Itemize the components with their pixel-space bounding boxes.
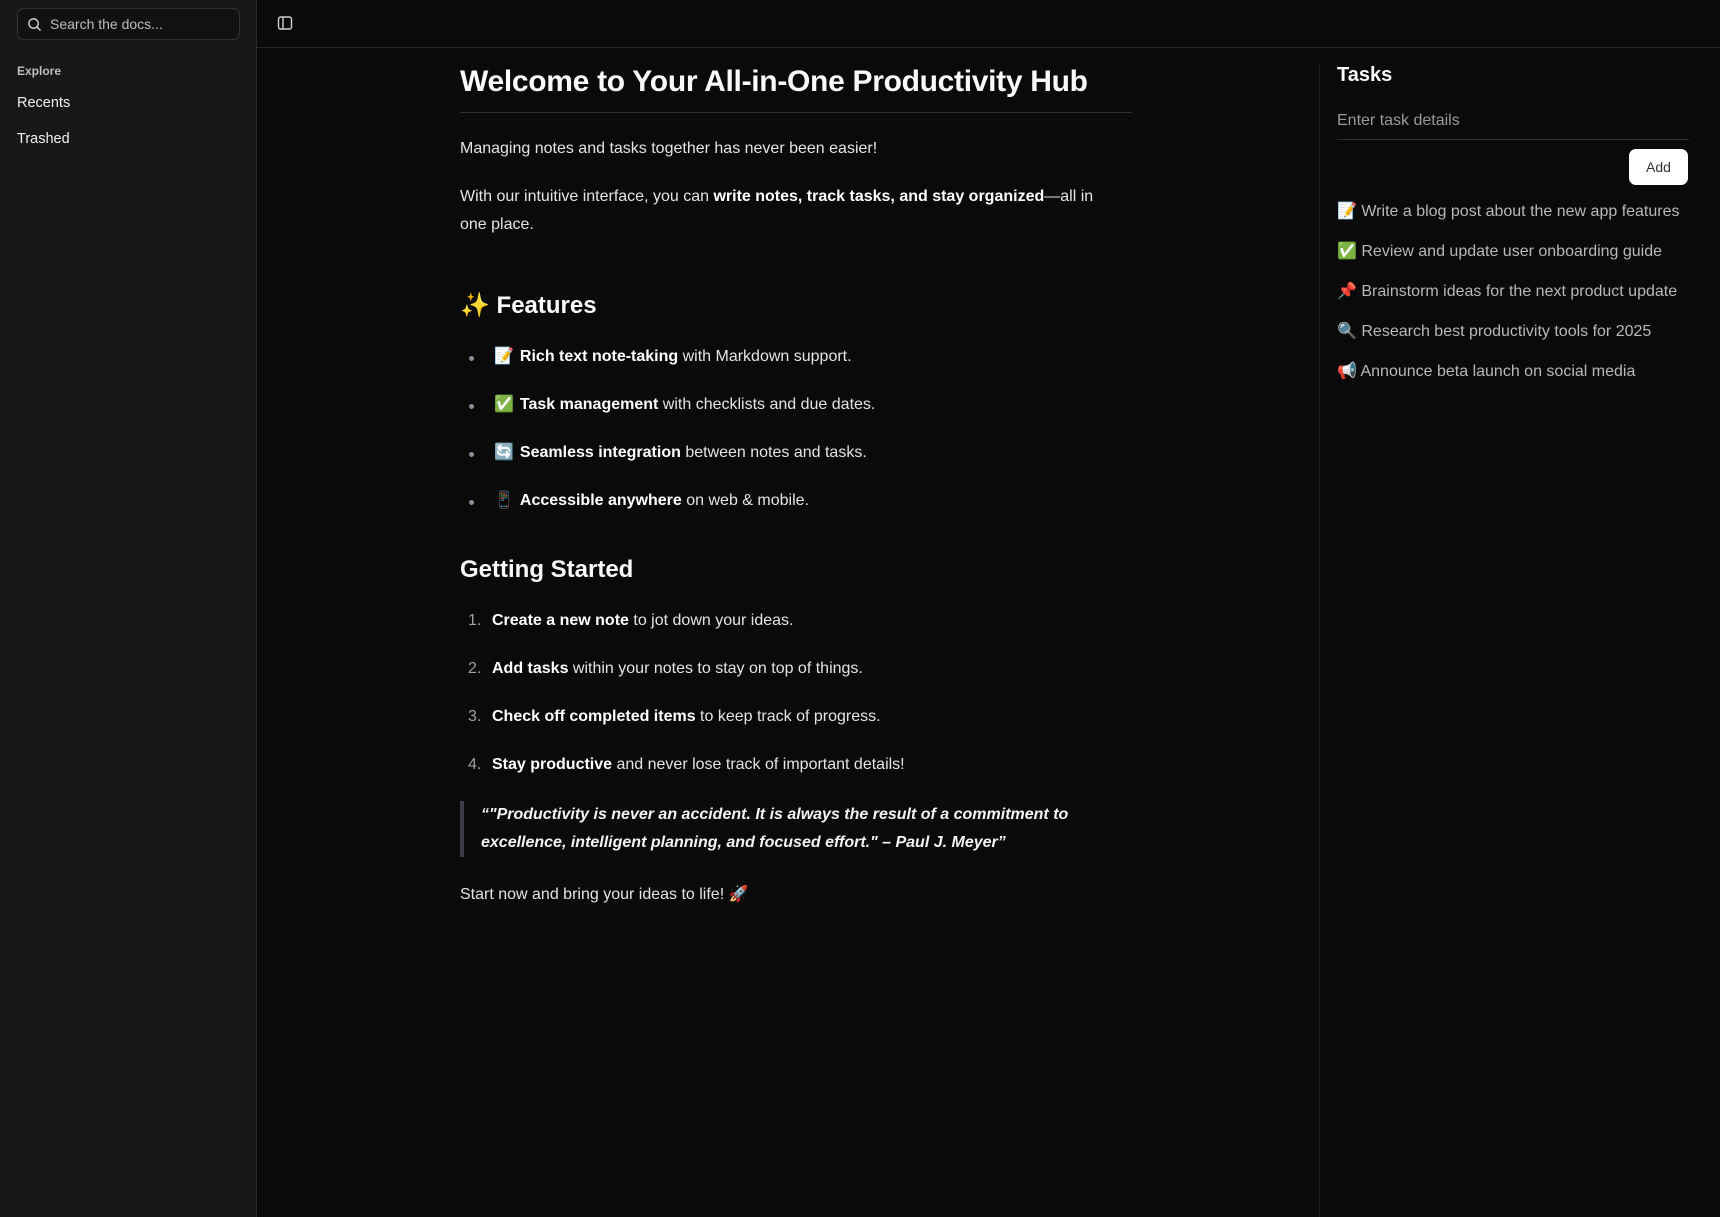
tasks-title: Tasks (1337, 64, 1393, 86)
search-box[interactable] (17, 8, 240, 40)
features-heading: ✨ Features (460, 292, 597, 319)
sidebar (0, 0, 257, 1217)
description-bold: write notes, track tasks, and stay organized (713, 188, 1045, 205)
step-title: Stay productive (492, 756, 613, 773)
list-item (460, 657, 1132, 681)
step-number: 1. (468, 612, 482, 629)
step-number: 3. (468, 708, 482, 725)
step-description: to jot down your ideas. (628, 612, 794, 629)
feature-description: with Markdown support. (678, 348, 852, 365)
check-mark-icon: ✅ (494, 396, 514, 413)
task-item[interactable]: 📝 Write a blog post about the new app features (1337, 203, 1680, 220)
memo-icon: 📝 (494, 348, 514, 365)
add-task-button[interactable]: Add (1629, 149, 1688, 185)
quote-block: “"Productivity is never an accident. It is always the result of a commitment to excellence, intelligent planning, and focused effort." – Paul J. Meyer” (460, 801, 1080, 857)
explore-section-label: Explore (17, 64, 62, 78)
closing-paragraph: Start now and bring your ideas to life! 🚀 (460, 886, 749, 903)
description-text-end: —all in one place. (460, 188, 1094, 233)
sync-icon: 🔄 (494, 444, 514, 461)
features-list (460, 345, 1132, 513)
description-paragraph (460, 183, 1110, 239)
step-number: 2. (468, 660, 482, 677)
document-editor[interactable] (460, 60, 1132, 909)
step-number: 4. (468, 756, 482, 773)
feature-title: Rich text note-taking (519, 348, 679, 365)
task-item[interactable]: 📢 Announce beta launch on social media (1337, 363, 1636, 380)
intro-paragraph: Managing notes and tasks together has never been easier! (460, 140, 878, 157)
feature-description: on web & mobile. (681, 492, 809, 509)
feature-title: Task management (519, 396, 659, 413)
steps-list (460, 609, 1132, 777)
task-item[interactable]: 🔍 Research best productivity tools for 2025 (1337, 323, 1652, 340)
step-description: to keep track of progress. (695, 708, 881, 725)
list-item (460, 345, 1132, 369)
feature-title: Accessible anywhere (519, 492, 682, 509)
list-item (460, 393, 1132, 417)
feature-description: between notes and tasks. (680, 444, 867, 461)
task-details-input[interactable] (1337, 102, 1689, 140)
mobile-phone-icon: 📱 (494, 492, 514, 509)
feature-description: with checklists and due dates. (658, 396, 876, 413)
step-title: Create a new note (492, 612, 629, 629)
task-list (1337, 200, 1697, 400)
list-item (460, 441, 1132, 465)
list-item (460, 705, 1132, 729)
sidebar-toggle-icon[interactable] (277, 15, 293, 31)
list-item (460, 753, 1132, 777)
step-title: Check off completed items (492, 708, 696, 725)
step-description: and never lose track of important details! (612, 756, 905, 773)
description-text: With our intuitive interface, you can (460, 188, 714, 205)
sidebar-item-recents[interactable]: Recents (17, 95, 71, 111)
list-item (460, 609, 1132, 633)
feature-title: Seamless integration (519, 444, 681, 461)
search-icon (27, 17, 42, 32)
getting-started-heading: Getting Started (460, 556, 634, 583)
page-title: Welcome to Your All-in-One Productivity Hub (460, 60, 1132, 113)
task-item[interactable]: 📌 Brainstorm ideas for the next product update (1337, 283, 1678, 300)
top-bar (257, 0, 1720, 48)
task-item[interactable]: ✅ Review and update user onboarding guide (1337, 243, 1663, 260)
list-item (460, 489, 1132, 513)
step-title: Add tasks (492, 660, 569, 677)
search-input[interactable] (50, 16, 230, 32)
step-description: within your notes to stay on top of things. (568, 660, 863, 677)
sidebar-item-trashed[interactable]: Trashed (17, 131, 70, 147)
tasks-panel (1319, 64, 1720, 1217)
